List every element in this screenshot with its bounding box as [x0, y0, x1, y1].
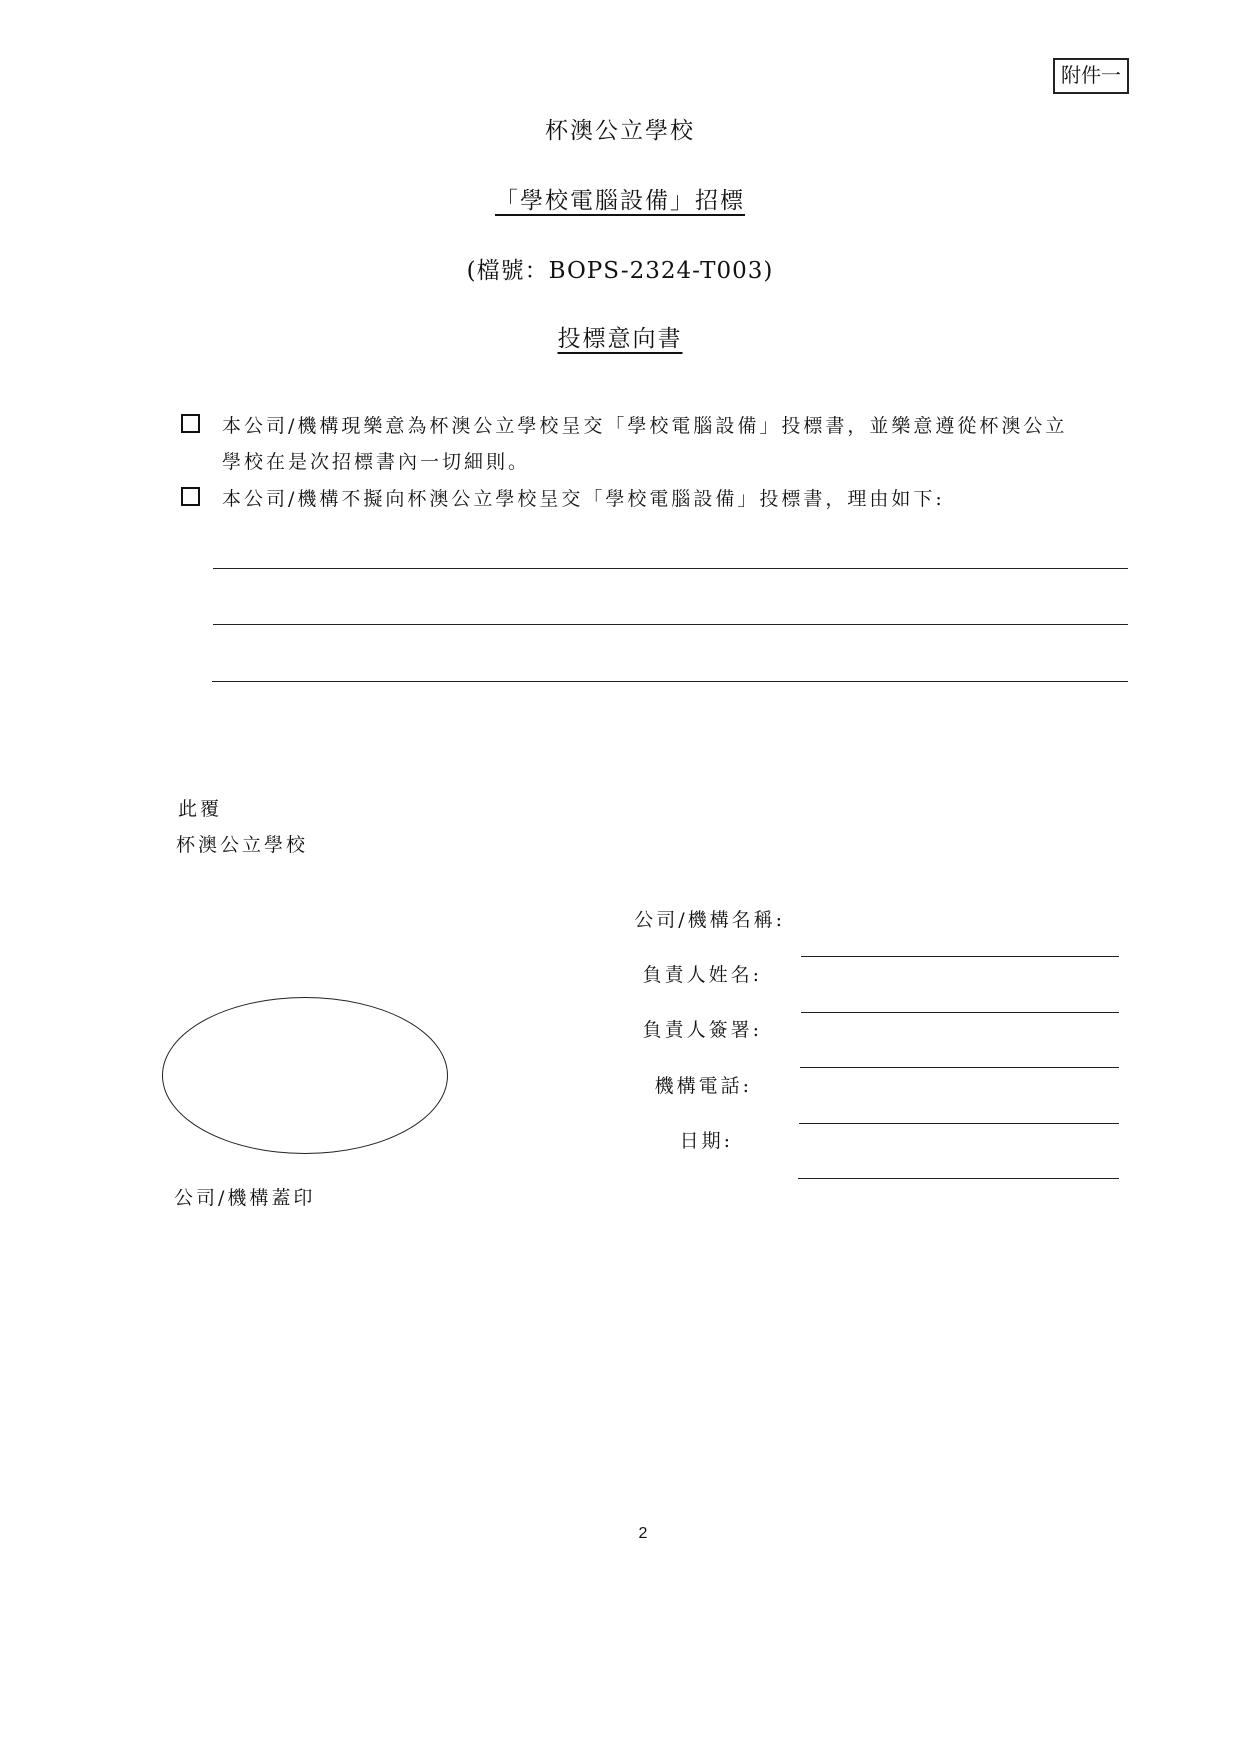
organisation-phone-field[interactable] — [799, 1123, 1119, 1124]
option-accept-text-line2: 學校在是次招標書內一切細則。 — [222, 451, 531, 473]
closing-salutation: 此覆 — [178, 798, 223, 820]
reason-line-1[interactable] — [213, 568, 1128, 569]
file-number: (檔號：BOPS-2324-T003) — [466, 258, 774, 284]
form-title: 投標意向書 — [557, 326, 683, 352]
school-name-heading: 杯澳公立學校 — [545, 118, 695, 144]
page-number: 2 — [638, 1525, 648, 1542]
tender-title: 「學校電腦設備」招標 — [495, 188, 745, 214]
date-field[interactable] — [798, 1178, 1119, 1179]
person-in-charge-name-field[interactable] — [801, 1012, 1119, 1013]
reason-line-3[interactable] — [212, 681, 1128, 682]
organisation-phone-label: 機構電話: — [654, 1075, 752, 1097]
company-name-field[interactable] — [801, 956, 1119, 957]
option-accept-text-line1: 本公司/機構現樂意為杯澳公立學校呈交「學校電腦設備」投標書，並樂意遵從杯澳公立 — [222, 415, 1068, 437]
option-decline-text: 本公司/機構不擬向杯澳公立學校呈交「學校電腦設備」投標書，理由如下: — [222, 488, 945, 510]
person-in-charge-name-label: 負責人姓名: — [642, 964, 762, 986]
option-decline-checkbox[interactable] — [181, 487, 200, 506]
company-name-label: 公司/機構名稱: — [634, 909, 785, 931]
company-seal-label: 公司/機構蓋印 — [174, 1187, 316, 1209]
date-label: 日期: — [679, 1130, 733, 1152]
annex-label: 附件一 — [1053, 58, 1129, 94]
option-accept-checkbox[interactable] — [181, 414, 200, 433]
company-seal-area[interactable] — [162, 997, 448, 1154]
closing-recipient: 杯澳公立學校 — [176, 834, 309, 856]
person-in-charge-signature-field[interactable] — [800, 1067, 1119, 1068]
reason-line-2[interactable] — [213, 624, 1128, 625]
person-in-charge-signature-label: 負責人簽署: — [642, 1019, 762, 1041]
